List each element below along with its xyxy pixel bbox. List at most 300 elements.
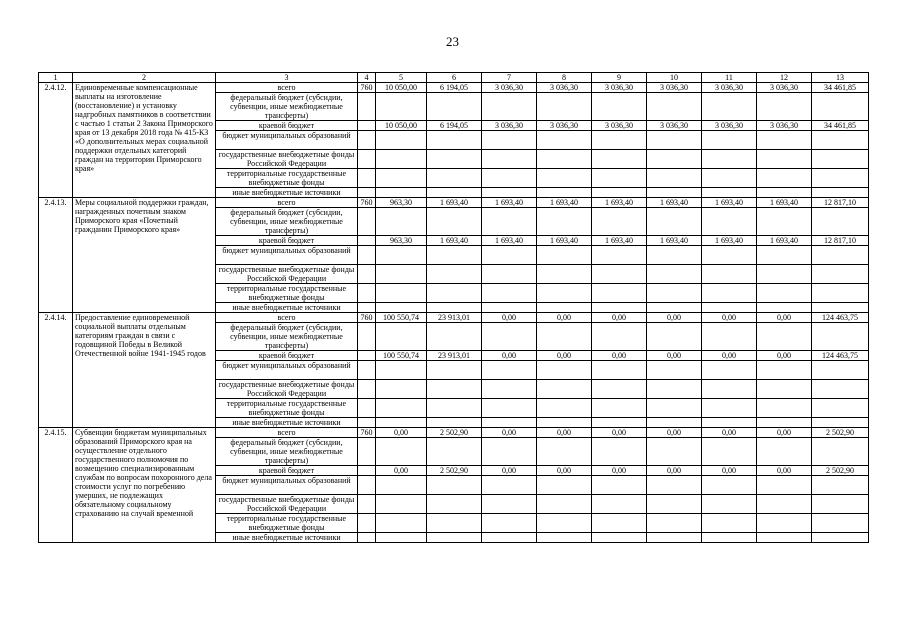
grbs-code <box>358 208 376 236</box>
amount-cell: 0,00 <box>537 351 592 361</box>
amount-cell <box>757 188 812 198</box>
amount-cell <box>482 169 537 188</box>
amount-cell <box>757 533 812 543</box>
amount-cell <box>592 188 647 198</box>
grbs-code <box>358 533 376 543</box>
amount-cell <box>757 361 812 380</box>
page-number: 23 <box>446 34 459 49</box>
funding-source-other: иные внебюджетные источники <box>216 533 358 543</box>
amount-cell <box>757 495 812 514</box>
grbs-code <box>358 265 376 284</box>
amount-cell: 100 550,74 <box>376 313 427 323</box>
amount-cell <box>537 495 592 514</box>
amount-cell: 3 036,30 <box>482 121 537 131</box>
grbs-code <box>358 438 376 466</box>
amount-cell <box>812 188 869 198</box>
amount-cell <box>376 418 427 428</box>
amount-cell <box>592 323 647 351</box>
funding-source-federal: федеральный бюджет (субсидии, субвенции, иные межбюджетные трансферты) <box>216 438 358 466</box>
amount-cell <box>537 169 592 188</box>
table-row <box>39 198 869 208</box>
amount-cell <box>592 495 647 514</box>
amount-cell: 0,00 <box>647 351 702 361</box>
amount-cell <box>376 533 427 543</box>
amount-cell <box>482 438 537 466</box>
amount-cell <box>702 399 757 418</box>
item-number: 2.4.14. <box>39 313 73 428</box>
grbs-code <box>358 169 376 188</box>
amount-cell: 0,00 <box>702 351 757 361</box>
item-number: 2.4.12. <box>39 83 73 198</box>
grbs-code <box>358 466 376 476</box>
amount-cell: 124 463,75 <box>812 313 869 323</box>
funding-source-territorial-funds: территориальные государственные внебюджетные фонды <box>216 284 358 303</box>
amount-cell: 1 693,40 <box>537 236 592 246</box>
amount-cell <box>482 265 537 284</box>
amount-cell <box>647 323 702 351</box>
amount-cell <box>592 438 647 466</box>
amount-cell <box>376 265 427 284</box>
amount-cell <box>482 323 537 351</box>
amount-cell <box>376 514 427 533</box>
amount-cell <box>592 361 647 380</box>
amount-cell: 1 693,40 <box>482 198 537 208</box>
amount-cell <box>647 131 702 150</box>
item-number: 2.4.13. <box>39 198 73 313</box>
amount-cell <box>812 438 869 466</box>
amount-cell: 10 050,00 <box>376 83 427 93</box>
amount-cell <box>702 93 757 121</box>
column-header: 9 <box>592 73 647 83</box>
amount-cell: 3 036,30 <box>592 83 647 93</box>
amount-cell <box>812 265 869 284</box>
amount-cell: 2 502,90 <box>812 466 869 476</box>
amount-cell <box>482 188 537 198</box>
amount-cell <box>592 246 647 265</box>
amount-cell <box>537 514 592 533</box>
grbs-code <box>358 246 376 265</box>
amount-cell <box>702 418 757 428</box>
amount-cell: 0,00 <box>592 351 647 361</box>
amount-cell <box>702 514 757 533</box>
amount-cell <box>757 399 812 418</box>
funding-source-federal: федеральный бюджет (субсидии, субвенции, иные межбюджетные трансферты) <box>216 93 358 121</box>
amount-cell: 0,00 <box>376 428 427 438</box>
amount-cell <box>647 418 702 428</box>
amount-cell: 1 693,40 <box>427 236 482 246</box>
amount-cell <box>702 380 757 399</box>
amount-cell <box>647 169 702 188</box>
amount-cell <box>592 265 647 284</box>
amount-cell: 1 693,40 <box>537 198 592 208</box>
funding-source-territorial-funds: территориальные государственные внебюджетные фонды <box>216 399 358 418</box>
amount-cell <box>537 380 592 399</box>
amount-cell: 3 036,30 <box>482 83 537 93</box>
item-description: Единовременные компенсационные выплаты на изготовление (восстановление) и установку надгробных памятников в соответствии с частью 1 статьи 2 Закона Приморского края от 13 декабря 2018 года № 415-КЗ «О дополнительных мерах социальной поддержки отдельных категорий граждан на территории Приморского края» <box>73 83 216 198</box>
amount-cell <box>647 361 702 380</box>
amount-cell <box>702 476 757 495</box>
amount-cell: 23 913,01 <box>427 351 482 361</box>
funding-source-state-funds: государственные внебюджетные фонды Российской Федерации <box>216 150 358 169</box>
amount-cell: 1 693,40 <box>592 198 647 208</box>
amount-cell <box>427 284 482 303</box>
amount-cell: 0,00 <box>757 466 812 476</box>
amount-cell <box>812 208 869 236</box>
amount-cell: 1 693,40 <box>482 236 537 246</box>
amount-cell: 0,00 <box>482 313 537 323</box>
grbs-code <box>358 323 376 351</box>
amount-cell <box>812 495 869 514</box>
amount-cell: 0,00 <box>757 428 812 438</box>
amount-cell <box>376 303 427 313</box>
amount-cell: 0,00 <box>482 428 537 438</box>
amount-cell: 0,00 <box>702 466 757 476</box>
amount-cell <box>482 380 537 399</box>
amount-cell <box>812 476 869 495</box>
amount-cell <box>427 131 482 150</box>
amount-cell <box>757 265 812 284</box>
amount-cell: 1 693,40 <box>757 198 812 208</box>
amount-cell <box>757 380 812 399</box>
amount-cell <box>482 361 537 380</box>
amount-cell <box>427 533 482 543</box>
amount-cell <box>592 93 647 121</box>
amount-cell <box>482 131 537 150</box>
grbs-code <box>358 399 376 418</box>
amount-cell <box>647 399 702 418</box>
amount-cell <box>482 495 537 514</box>
amount-cell <box>427 208 482 236</box>
amount-cell <box>427 438 482 466</box>
amount-cell: 6 194,05 <box>427 83 482 93</box>
column-header: 4 <box>358 73 376 83</box>
amount-cell <box>482 150 537 169</box>
amount-cell <box>647 246 702 265</box>
amount-cell: 0,00 <box>537 428 592 438</box>
grbs-code <box>358 351 376 361</box>
amount-cell: 3 036,30 <box>592 121 647 131</box>
amount-cell <box>376 246 427 265</box>
amount-cell <box>537 438 592 466</box>
table-row <box>39 428 869 438</box>
amount-cell <box>376 131 427 150</box>
amount-cell <box>647 380 702 399</box>
amount-cell <box>592 476 647 495</box>
funding-source-territorial-funds: территориальные государственные внебюджетные фонды <box>216 514 358 533</box>
amount-cell <box>592 399 647 418</box>
amount-cell <box>702 131 757 150</box>
funding-source-total: всего <box>216 428 358 438</box>
amount-cell <box>702 208 757 236</box>
amount-cell: 124 463,75 <box>812 351 869 361</box>
grbs-code <box>358 284 376 303</box>
amount-cell <box>537 533 592 543</box>
amount-cell: 963,30 <box>376 198 427 208</box>
grbs-code: 760 <box>358 83 376 93</box>
amount-cell <box>537 399 592 418</box>
amount-cell: 3 036,30 <box>537 121 592 131</box>
amount-cell <box>482 418 537 428</box>
amount-cell <box>702 303 757 313</box>
funding-source-total: всего <box>216 198 358 208</box>
amount-cell <box>592 418 647 428</box>
amount-cell <box>647 495 702 514</box>
amount-cell <box>482 399 537 418</box>
amount-cell: 0,00 <box>757 313 812 323</box>
amount-cell <box>647 208 702 236</box>
amount-cell <box>482 303 537 313</box>
item-number: 2.4.15. <box>39 428 73 543</box>
amount-cell <box>757 208 812 236</box>
amount-cell <box>647 514 702 533</box>
amount-cell <box>537 208 592 236</box>
amount-cell <box>757 303 812 313</box>
amount-cell <box>812 323 869 351</box>
amount-cell: 0,00 <box>647 466 702 476</box>
column-header: 7 <box>482 73 537 83</box>
funding-source-regional: краевой бюджет <box>216 351 358 361</box>
amount-cell: 23 913,01 <box>427 313 482 323</box>
amount-cell: 2 502,90 <box>427 466 482 476</box>
amount-cell <box>482 284 537 303</box>
amount-cell <box>376 399 427 418</box>
amount-cell <box>427 399 482 418</box>
amount-cell <box>812 303 869 313</box>
amount-cell: 100 550,74 <box>376 351 427 361</box>
grbs-code <box>358 303 376 313</box>
amount-cell: 0,00 <box>592 313 647 323</box>
amount-cell <box>757 246 812 265</box>
amount-cell <box>592 169 647 188</box>
item-description: Меры социальной поддержки граждан, награжденных почетным знаком Приморского края «Почетный гражданин Приморского края» <box>73 198 216 313</box>
funding-source-federal: федеральный бюджет (субсидии, субвенции, иные межбюджетные трансферты) <box>216 208 358 236</box>
amount-cell: 2 502,90 <box>812 428 869 438</box>
grbs-code: 760 <box>358 428 376 438</box>
amount-cell: 10 050,00 <box>376 121 427 131</box>
amount-cell <box>702 169 757 188</box>
amount-cell <box>537 265 592 284</box>
amount-cell <box>702 438 757 466</box>
amount-cell: 3 036,30 <box>647 83 702 93</box>
column-header: 5 <box>376 73 427 83</box>
amount-cell: 0,00 <box>537 466 592 476</box>
amount-cell <box>647 284 702 303</box>
funding-source-state-funds: государственные внебюджетные фонды Российской Федерации <box>216 380 358 399</box>
amount-cell <box>702 188 757 198</box>
amount-cell: 0,00 <box>592 466 647 476</box>
funding-source-state-funds: государственные внебюджетные фонды Российской Федерации <box>216 495 358 514</box>
amount-cell <box>537 93 592 121</box>
amount-cell <box>537 150 592 169</box>
amount-cell <box>647 533 702 543</box>
amount-cell <box>647 265 702 284</box>
amount-cell <box>376 284 427 303</box>
amount-cell <box>757 131 812 150</box>
funding-source-federal: федеральный бюджет (субсидии, субвенции, иные межбюджетные трансферты) <box>216 323 358 351</box>
amount-cell <box>537 323 592 351</box>
amount-cell: 0,00 <box>376 466 427 476</box>
amount-cell <box>427 495 482 514</box>
amount-cell: 1 693,40 <box>647 198 702 208</box>
funding-source-municipal: бюджет муниципальных образований <box>216 246 358 265</box>
amount-cell <box>647 476 702 495</box>
column-header: 13 <box>812 73 869 83</box>
grbs-code <box>358 361 376 380</box>
amount-cell: 3 036,30 <box>647 121 702 131</box>
amount-cell <box>812 399 869 418</box>
amount-cell <box>812 169 869 188</box>
amount-cell <box>427 476 482 495</box>
amount-cell <box>427 150 482 169</box>
grbs-code <box>358 476 376 495</box>
amount-cell <box>376 361 427 380</box>
amount-cell <box>757 438 812 466</box>
amount-cell <box>427 169 482 188</box>
amount-cell <box>647 93 702 121</box>
amount-cell <box>757 284 812 303</box>
column-header: 3 <box>216 73 358 83</box>
amount-cell <box>427 418 482 428</box>
amount-cell: 1 693,40 <box>757 236 812 246</box>
grbs-code <box>358 131 376 150</box>
amount-cell: 0,00 <box>647 428 702 438</box>
item-description: Предоставление единовременной социальной выплаты отдельным категориям граждан в связи с годовщиной Победы в Великой Отечественной войне 1941-1945 годов <box>73 313 216 428</box>
amount-cell <box>592 533 647 543</box>
grbs-code <box>358 188 376 198</box>
amount-cell: 3 036,30 <box>537 83 592 93</box>
grbs-code <box>358 514 376 533</box>
grbs-code <box>358 495 376 514</box>
header-row <box>39 73 869 83</box>
amount-cell: 34 461,85 <box>812 83 869 93</box>
amount-cell: 34 461,85 <box>812 121 869 131</box>
amount-cell <box>537 361 592 380</box>
column-header: 1 <box>39 73 73 83</box>
funding-source-other: иные внебюджетные источники <box>216 303 358 313</box>
amount-cell <box>812 514 869 533</box>
amount-cell <box>376 169 427 188</box>
grbs-code <box>358 418 376 428</box>
amount-cell <box>482 476 537 495</box>
amount-cell: 3 036,30 <box>757 83 812 93</box>
table-row <box>39 313 869 323</box>
amount-cell <box>812 361 869 380</box>
amount-cell <box>376 476 427 495</box>
amount-cell <box>702 495 757 514</box>
amount-cell <box>592 150 647 169</box>
amount-cell <box>376 323 427 351</box>
amount-cell <box>647 150 702 169</box>
amount-cell <box>482 514 537 533</box>
column-header: 2 <box>73 73 216 83</box>
amount-cell <box>427 246 482 265</box>
table-row <box>39 83 869 93</box>
funding-source-municipal: бюджет муниципальных образований <box>216 361 358 380</box>
amount-cell <box>812 533 869 543</box>
amount-cell: 6 194,05 <box>427 121 482 131</box>
amount-cell <box>537 284 592 303</box>
amount-cell <box>376 208 427 236</box>
amount-cell: 3 036,30 <box>757 121 812 131</box>
amount-cell: 3 036,30 <box>702 83 757 93</box>
funding-source-state-funds: государственные внебюджетные фонды Российской Федерации <box>216 265 358 284</box>
amount-cell <box>757 323 812 351</box>
funding-source-total: всего <box>216 313 358 323</box>
amount-cell: 12 817,10 <box>812 198 869 208</box>
amount-cell <box>376 150 427 169</box>
item-description: Субвенции бюджетам муниципальных образований Приморского края на осуществление отдельного государственного полномочия по возмещению специализированным службам по вопросам похоронного дела стоимости услуг по погребению умерших, не подлежащих обязательному социальному страхованию на случай временной <box>73 428 216 543</box>
funding-source-other: иные внебюджетные источники <box>216 188 358 198</box>
amount-cell <box>427 93 482 121</box>
amount-cell <box>482 246 537 265</box>
amount-cell <box>592 514 647 533</box>
column-header: 8 <box>537 73 592 83</box>
amount-cell <box>812 380 869 399</box>
amount-cell: 0,00 <box>482 351 537 361</box>
amount-cell: 3 036,30 <box>702 121 757 131</box>
funding-source-regional: краевой бюджет <box>216 236 358 246</box>
grbs-code <box>358 150 376 169</box>
amount-cell <box>757 418 812 428</box>
amount-cell <box>537 131 592 150</box>
amount-cell: 0,00 <box>702 313 757 323</box>
amount-cell <box>537 188 592 198</box>
amount-cell <box>647 303 702 313</box>
amount-cell <box>757 169 812 188</box>
amount-cell <box>812 150 869 169</box>
amount-cell <box>647 438 702 466</box>
amount-cell <box>482 533 537 543</box>
amount-cell: 1 693,40 <box>702 198 757 208</box>
amount-cell <box>757 93 812 121</box>
amount-cell <box>592 131 647 150</box>
amount-cell: 1 693,40 <box>427 198 482 208</box>
amount-cell: 1 693,40 <box>647 236 702 246</box>
amount-cell <box>812 284 869 303</box>
column-header: 12 <box>757 73 812 83</box>
funding-source-regional: краевой бюджет <box>216 466 358 476</box>
amount-cell: 0,00 <box>647 313 702 323</box>
amount-cell <box>537 476 592 495</box>
amount-cell <box>427 303 482 313</box>
column-header: 6 <box>427 73 482 83</box>
amount-cell <box>812 131 869 150</box>
amount-cell <box>427 323 482 351</box>
column-header: 10 <box>647 73 702 83</box>
amount-cell <box>592 284 647 303</box>
funding-source-total: всего <box>216 83 358 93</box>
funding-source-municipal: бюджет муниципальных образований <box>216 476 358 495</box>
amount-cell <box>592 303 647 313</box>
amount-cell: 0,00 <box>592 428 647 438</box>
amount-cell <box>427 361 482 380</box>
grbs-code: 760 <box>358 313 376 323</box>
amount-cell <box>702 265 757 284</box>
amount-cell <box>702 284 757 303</box>
amount-cell <box>427 514 482 533</box>
funding-source-other: иные внебюджетные источники <box>216 418 358 428</box>
amount-cell: 0,00 <box>482 466 537 476</box>
funding-source-territorial-funds: территориальные государственные внебюджетные фонды <box>216 169 358 188</box>
amount-cell <box>702 246 757 265</box>
amount-cell: 1 693,40 <box>592 236 647 246</box>
amount-cell: 2 502,90 <box>427 428 482 438</box>
amount-cell <box>592 380 647 399</box>
amount-cell <box>376 495 427 514</box>
amount-cell <box>757 514 812 533</box>
amount-cell <box>812 418 869 428</box>
amount-cell <box>812 93 869 121</box>
